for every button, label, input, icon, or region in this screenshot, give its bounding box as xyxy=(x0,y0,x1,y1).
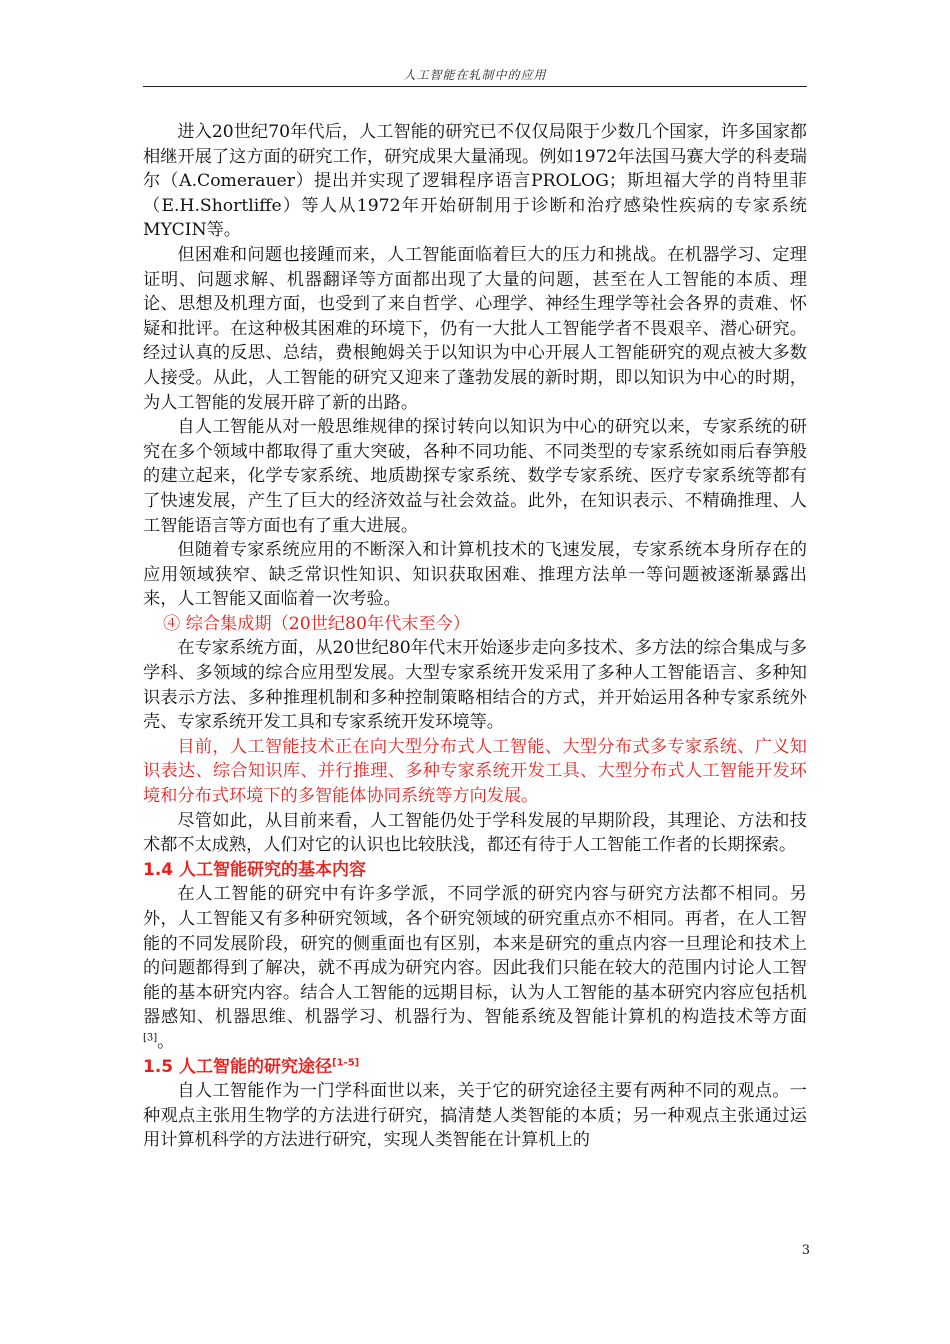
paragraph-expert-systems: 自人工智能从对一般思维规律的探讨转向以知识为中心的研究以来，专家系统的研究在多个领域中都取得了重大突破，各种不同功能、不同类型的专家系统如雨后春笋般的建立起来，化学专家系统、地质勘探专家系统、数学专家系统、医疗专家系统等都有了快速发展，产生了巨大的经济效益与社会效益。此外，在知识表示、不精确推理、人工智能语言等方面也有了重大进展。 xyxy=(143,417,807,536)
section-heading-1-5 xyxy=(143,1055,807,1080)
paragraph-research-approaches: 自人工智能作为一门学科面世以来，关于它的研究途径主要有两种不同的观点。一种观点主张用生物学的方法进行研究，搞清楚人类智能的本质；另一种观点主张通过运用计算机科学的方法进行研究，实现人类智能在计算机上的 xyxy=(143,1081,807,1151)
citation-3: [3] xyxy=(143,1032,158,1044)
paragraph-limitations: 但随着专家系统应用的不断深入和计算机技术的飞速发展，专家系统本身所存在的应用领域狭窄、缺乏常识性知识、知识获取困难、推理方法单一等问题被逐渐暴露出来，人工智能又面临着一次考验。 xyxy=(143,540,807,610)
paragraph-basic-content-text: 在人工智能的研究中有许多学派，不同学派的研究内容与研究方法都不相同。另外，人工智能又有多种研究领域，各个研究领域的研究重点亦不相同。再者，在人工智能的不同发展阶段，研究的侧重面也有区别，本来是研究的重点内容一旦理论和技术上的问题都得到了解决，就不再成为研究内容。因此我们只能在较大的范围内讨论人工智能的基本研究内容。结合人工智能的远期目标，认为人工智能的基本研究内容应包括机器感知、机器思维、机器学习、机器行为、智能系统及智能计算机的构造技术等方面 xyxy=(143,884,807,1028)
paragraph-basic-content-end: 。 xyxy=(157,1031,175,1052)
citation-1-5: [1-5] xyxy=(332,1056,360,1068)
paragraph-early-stage: 尽管如此，从目前来看，人工智能仍处于学科发展的早期阶段，其理论、方法和技术都不太成熟，人们对它的认识也比较肤浅，都还有待于人工智能工作者的长期探索。 xyxy=(143,810,807,856)
running-header: 人工智能在轧制中的应用 xyxy=(403,68,547,82)
sub-heading-integration-period: ④ 综合集成期（20世纪80年代末至今） xyxy=(163,613,471,634)
paragraph-1970s: 进入20世纪70年代后，人工智能的研究已不仅仅局限于少数几个国家，许多国家都相继开展了这方面的研究工作，研究成果大量涌现。例如1972年法国马赛大学的科麦瑞尔（A.Comerauer）提出并实现了逻辑程序语言PROLOG；斯坦福大学的肖特里菲（E.H.Shortliffe）等人从1972年开始研制用于诊断和治疗感染性疾病的专家系统MYCIN等。 xyxy=(143,122,807,241)
header-rule xyxy=(143,86,807,87)
section-heading-1-5-text: 1.5 人工智能的研究途径 xyxy=(143,1056,333,1077)
page-number: 3 xyxy=(801,1243,810,1258)
paragraph-challenges: 但困难和问题也接踵而来，人工智能面临着巨大的压力和挑战。在机器学习、定理证明、问题求解、机器翻译等方面都出现了大量的问题，甚至在人工智能的本质、理论、思想及机理方面，也受到了来自哲学、心理学、神经生理学等社会各界的责难、怀疑和批评。在这种极其困难的环境下，仍有一大批人工智能学者不畏艰辛、潜心研究。经过认真的反思、总结，费根鲍姆关于以知识为中心开展人工智能研究的观点被大多数人接受。从此，人工智能的研究又迎来了蓬勃发展的新时期，即以知识为中心的时期，为人工智能的发展开辟了新的出路。 xyxy=(143,244,807,413)
paragraph-basic-content xyxy=(143,882,807,1054)
paragraph-integration: 在专家系统方面，从20世纪80年代末开始逐步走向多技术、多方法的综合集成与多学科、多领域的综合应用型发展。大型专家系统开发采用了多种人工智能语言、多种知识表示方法、多种推理机制和多种控制策略相结合的方式，并开始运用各种专家系统外壳、专家系统开发工具和专家系统开发环境等。 xyxy=(143,638,807,733)
paragraph-current-trends: 目前，人工智能技术正在向大型分布式人工智能、大型分布式多专家系统、广义知识表达、综合知识库、并行推理、多种专家系统开发工具、大型分布式人工智能开发环境和分布式环境下的多智能体协同系统等方向发展。 xyxy=(143,736,807,807)
section-heading-1-4: 1.4 人工智能研究的基本内容 xyxy=(143,859,367,880)
body-text xyxy=(143,120,807,1153)
